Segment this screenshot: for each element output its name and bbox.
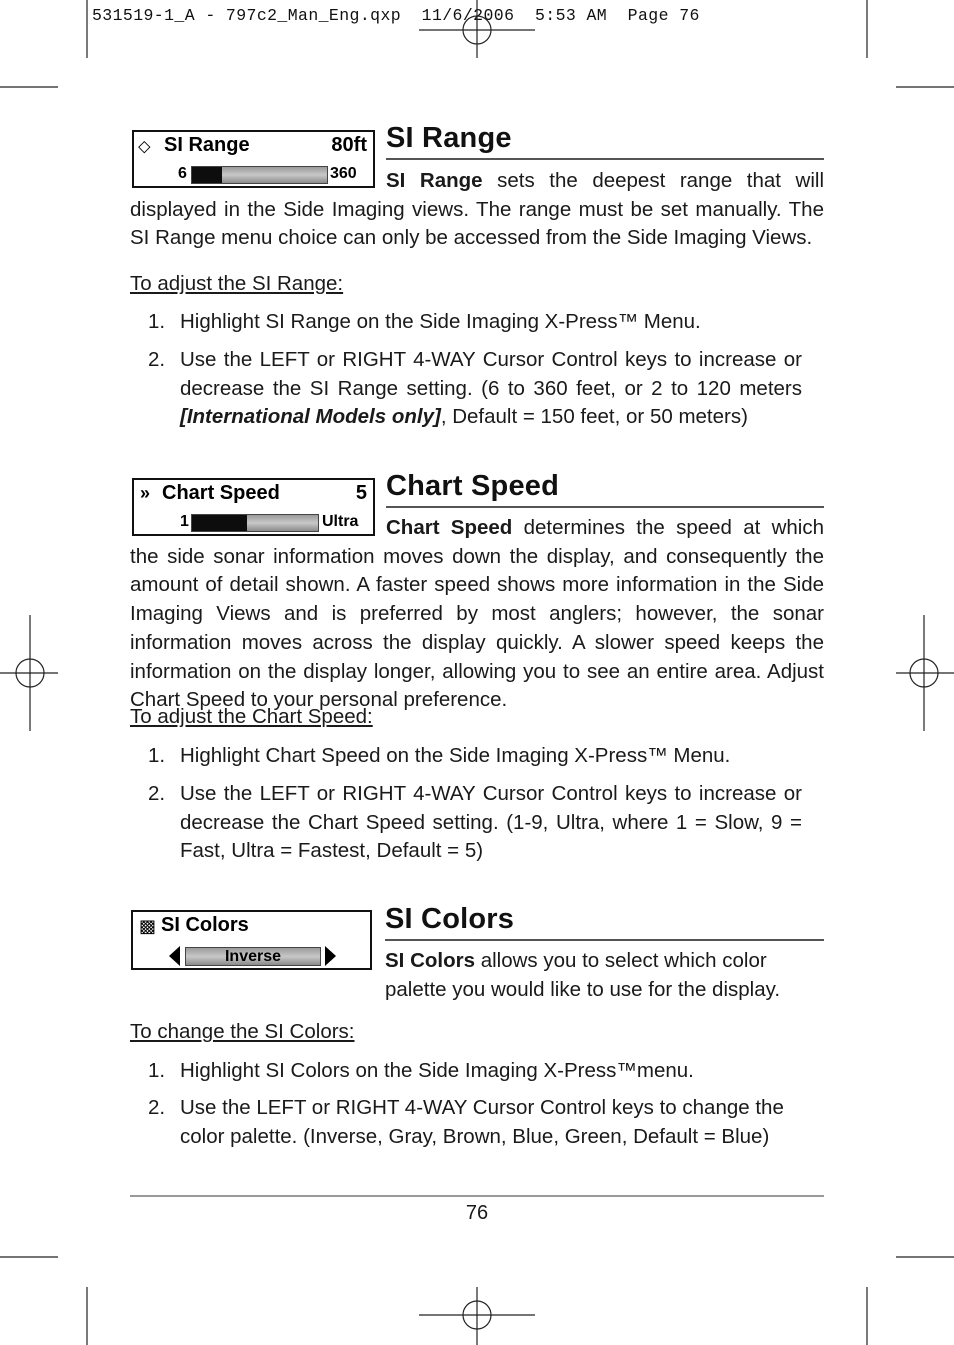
si-range-max-label: 360 xyxy=(330,165,357,182)
registration-target-top xyxy=(419,0,535,58)
si-colors-subheading: To change the SI Colors: xyxy=(130,1020,355,1043)
si-colors-heading: SI Colors xyxy=(385,903,515,935)
chart-speed-intro-text: determines the speed at which the side sonar information moves down the display, and consequently the amount of detail shown. A faster speed shows more information in the Side Imaging Views and is preferred by most anglers; however, the sonar information moves across the display quickly. A slower speed keeps the information on the display longer, allowing you to see an entire area. Adjust Chart Speed to your personal preference. xyxy=(130,516,825,712)
registration-target-left xyxy=(0,615,58,731)
registration-target-bottom xyxy=(419,1287,535,1345)
chart-speed-widget-title: Chart Speed xyxy=(162,482,280,504)
si-colors-widget-value: Inverse xyxy=(224,948,282,965)
checker-icon: ▩ xyxy=(139,916,157,936)
si-range-intro-text: sets the deepest range that will displayed in the Side Imaging views. The range must be set manually. The SI Range menu choice can only be accessed from the Side Imaging Views. xyxy=(130,169,825,250)
si-colors-menu-widget xyxy=(131,910,372,970)
si-range-heading: SI Range xyxy=(386,122,512,154)
page-number: 76 xyxy=(465,1202,489,1224)
si-colors-intro xyxy=(385,947,824,1004)
si-colors-value-box xyxy=(185,947,321,966)
si-range-min-label: 6 xyxy=(178,165,187,182)
si-range-intro xyxy=(130,167,824,253)
si-range-heading-rule xyxy=(386,158,824,160)
chart-speed-max-label: Ultra xyxy=(322,513,359,530)
footer-rule xyxy=(130,1195,824,1197)
chart-speed-heading-rule xyxy=(386,506,824,508)
chart-speed-intro xyxy=(130,514,824,715)
chart-speed-min-label: 1 xyxy=(180,513,189,530)
chart-speed-widget-value: 5 xyxy=(355,482,367,504)
registration-target-right xyxy=(896,615,954,731)
si-range-widget-value: 80ft xyxy=(331,134,367,156)
chart-speed-intro-bold: Chart Speed xyxy=(386,516,513,539)
up-down-arrow-icon: ⬦ xyxy=(138,136,151,156)
si-colors-intro-text: allows you to select which color palette you would like to use for the display. xyxy=(385,949,781,1001)
right-arrow-icon xyxy=(325,946,336,966)
international-models-note: [International Models only] xyxy=(180,405,441,429)
chart-speed-heading: Chart Speed xyxy=(386,470,560,502)
chart-speed-subheading: To adjust the Chart Speed: xyxy=(130,705,373,728)
si-colors-intro-bold: SI Colors xyxy=(385,949,475,972)
left-arrow-icon xyxy=(169,946,180,966)
si-range-widget-title: SI Range xyxy=(164,134,250,156)
si-range-subheading: To adjust the SI Range: xyxy=(130,272,344,295)
chevrons-icon: » xyxy=(140,483,151,503)
si-colors-heading-rule xyxy=(385,939,824,941)
print-slug: 531519-1_A - 797c2_Man_Eng.qxp 11/6/2006 5:53 AM Page 76 xyxy=(92,6,700,25)
si-range-intro-bold: SI Range xyxy=(386,169,483,192)
si-colors-widget-title: SI Colors xyxy=(161,914,249,936)
